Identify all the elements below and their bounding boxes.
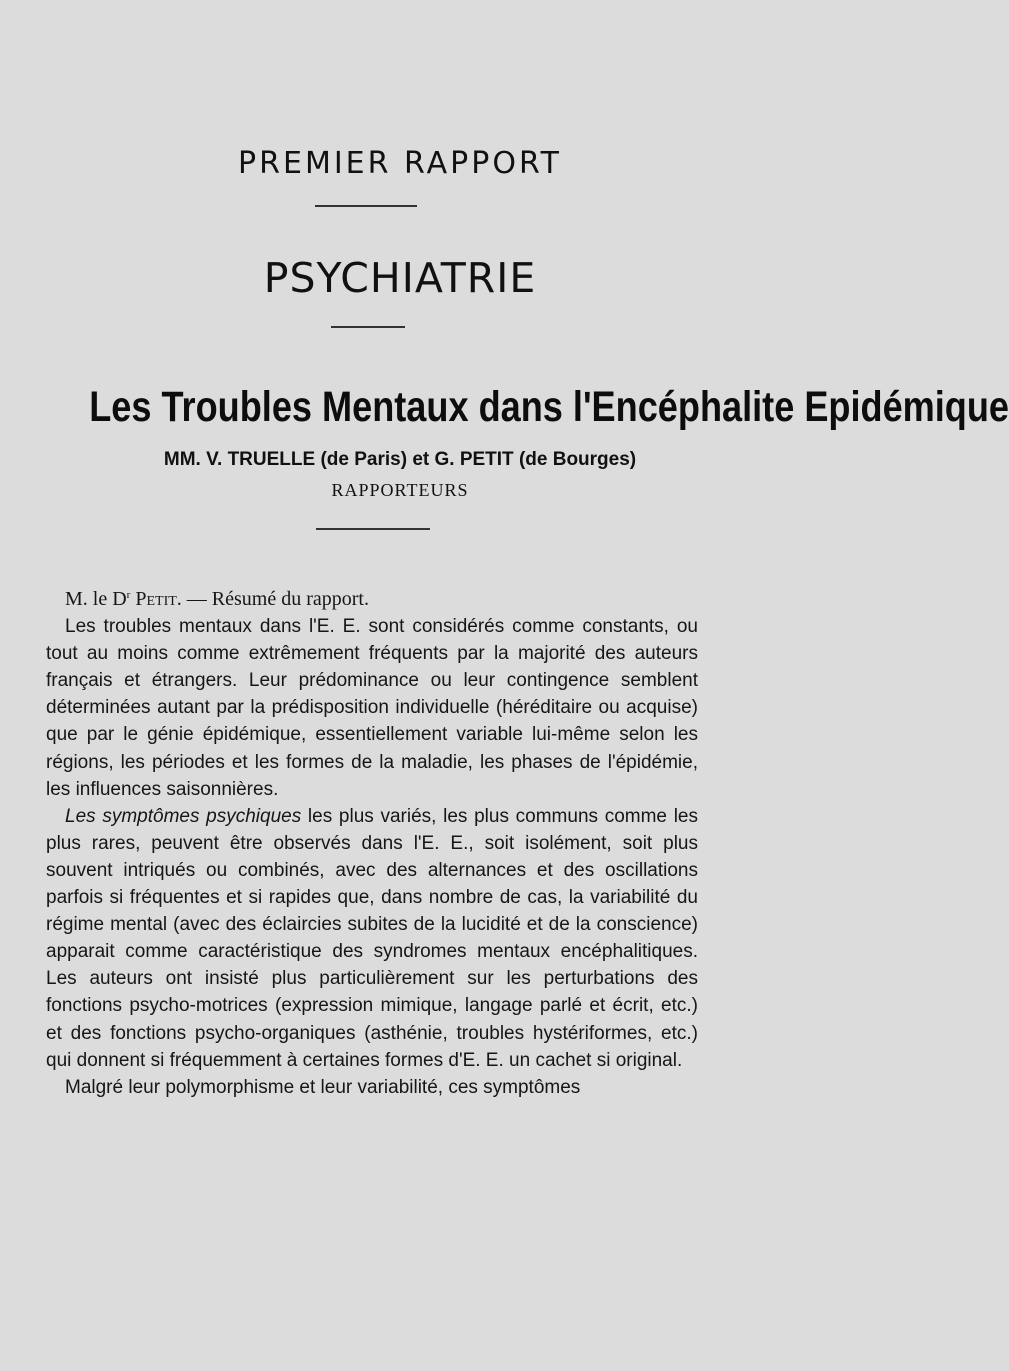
- paragraph: [46, 803, 698, 1074]
- section-heading: PREMIER RAPPORT: [238, 146, 562, 181]
- paragraph: Les troubles mentaux dans l'E. E. sont considérés comme constants, ou tout au moins comme extrêmement fréquents par la majorité des auteurs français et étrangers. Leur prédominance ou leur contingence semblent déterminées autant par la prédisposition individuelle (héréditaire ou acquise) que par le génie épidémique, essentiellement variable lui-même selon les régions, les périodes et les formes de la maladie, les phases de l'épidémie, les influences saisonnières.: [46, 616, 698, 800]
- role-label: RAPPORTEURS: [331, 480, 469, 500]
- divider: [331, 326, 405, 328]
- paragraph: Malgré leur polymorphisme et leur variabilité, ces symptômes: [65, 1076, 581, 1098]
- intro-rest: — Résumé du rapport.: [181, 588, 369, 610]
- subject-heading: PSYCHIATRIE: [263, 254, 537, 302]
- intro-prefix: M. le D: [65, 588, 127, 610]
- body-text: [46, 582, 698, 1101]
- article-title: Les Troubles Mentaux dans l'Encéphalite Epidémique: [89, 383, 1009, 431]
- paragraph-text: les plus variés, les plus communs comme les plus rares, peuvent être observés dans l'E. E., soit isolément, soit plus souvent intriqués ou combinés, avec des alternances et des oscillations parfois si fréquentes et si rapides que, dans nombre de cas, la variabilité du régime mental (avec des éclaircies subites de la lucidité et de la conscience) apparait comme caractéristique des syndromes mentaux encéphalitiques. Les auteurs ont insisté plus particulièrement sur les perturbations des fonctions psycho-motrices (expression mimique, langage parlé et écrit, etc.) et des fonctions psycho-organiques (asthénie, troubles hystériformes, etc.) qui donnent si fréquemment à certaines formes d'E. E. un cachet si original.: [46, 805, 698, 1071]
- intro-superscript: r: [126, 589, 131, 601]
- authors-line: MM. V. TRUELLE (de Paris) et G. PETIT (de Bourges): [163, 449, 637, 470]
- divider: [316, 528, 430, 530]
- intro-line: [46, 582, 698, 613]
- italic-lead: Les symptômes psychiques: [65, 805, 302, 827]
- intro-name: Petit.: [135, 588, 182, 610]
- divider: [315, 205, 417, 207]
